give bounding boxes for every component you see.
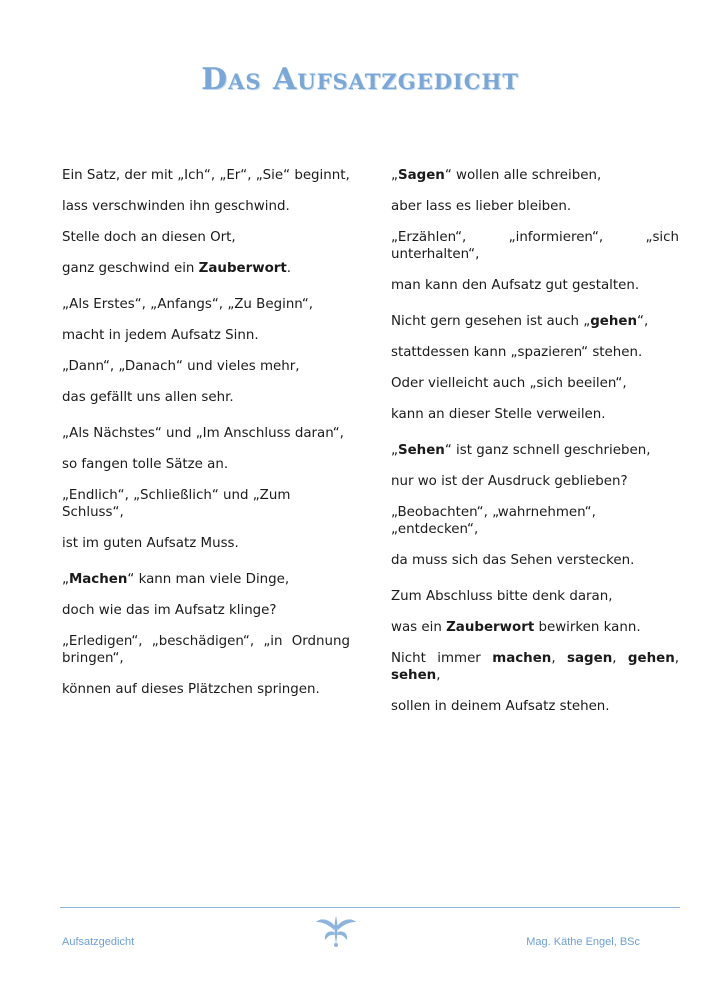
left-column bbox=[62, 167, 350, 712]
poem-line: Oder vielleicht auch „sich beeilen“, bbox=[391, 376, 627, 391]
poem-line: können auf dieses Plätzchen springen. bbox=[62, 682, 320, 697]
poem-line: Nicht gern gesehen ist auch „gehen“, bbox=[391, 314, 649, 329]
poem-line: „Machen“ kann man viele Dinge, bbox=[62, 572, 290, 587]
poem-line: aber lass es lieber bleiben. bbox=[391, 199, 572, 214]
poem-line: sollen in deinem Aufsatz stehen. bbox=[391, 699, 610, 714]
keyword-bold: sehen bbox=[391, 668, 437, 683]
right-column bbox=[391, 167, 679, 729]
poem-line: „Erledigen“, „beschädigen“, „in Ordnung bringen“, bbox=[62, 634, 350, 666]
page-title: Das Aufsatzgedicht bbox=[201, 62, 519, 97]
poem-stanza bbox=[391, 588, 679, 715]
keyword-bold: Zauberwort bbox=[198, 261, 287, 276]
poem-line: „Als Erstes“, „Anfangs“, „Zu Beginn“, bbox=[62, 297, 314, 312]
poem-line: „Erzählen“, „informieren“, „sich unterhalten“, bbox=[391, 230, 679, 262]
footer-divider bbox=[60, 907, 680, 908]
poem-line: „Dann“, „Danach“ und vieles mehr, bbox=[62, 359, 300, 374]
keyword-bold: machen bbox=[492, 651, 552, 666]
poem-line: da muss sich das Sehen verstecken. bbox=[391, 553, 635, 568]
keyword-bold: gehen bbox=[590, 314, 638, 329]
poem-line: doch wie das im Aufsatz klinge? bbox=[62, 603, 277, 618]
poem-line: so fangen tolle Sätze an. bbox=[62, 457, 229, 472]
poem-line: „Endlich“, „Schließlich“ und „Zum Schluss“, bbox=[62, 488, 291, 520]
poem-line: Nicht immer machen, sagen, gehen, sehen, bbox=[391, 651, 680, 683]
footer-document-title: Aufsatzgedicht bbox=[62, 936, 135, 948]
poem-line: stattdessen kann „spazieren“ stehen. bbox=[391, 345, 643, 360]
poem-line: ist im guten Aufsatz Muss. bbox=[62, 536, 239, 551]
poem-stanza bbox=[62, 167, 350, 277]
poem-line: „Beobachten“, „wahrnehmen“, „entdecken“, bbox=[391, 505, 596, 537]
keyword-bold: Zauberwort bbox=[446, 620, 535, 635]
poem-line: kann an dieser Stelle verweilen. bbox=[391, 407, 606, 422]
poem-stanza bbox=[391, 442, 679, 569]
poem-stanza bbox=[391, 313, 679, 423]
poem-line: „Sehen“ ist ganz schnell geschrieben, bbox=[391, 443, 651, 458]
keyword-bold: Sehen bbox=[397, 443, 445, 458]
poem-line: macht in jedem Aufsatz Sinn. bbox=[62, 328, 259, 343]
fleur-ornament-icon bbox=[312, 912, 360, 948]
poem-line: Stelle doch an diesen Ort, bbox=[62, 230, 236, 245]
keyword-bold: sagen bbox=[567, 651, 613, 666]
poem-stanza bbox=[62, 571, 350, 698]
keyword-bold: gehen bbox=[627, 651, 675, 666]
poem-line: was ein Zauberwort bewirken kann. bbox=[391, 620, 641, 635]
footer-author: Mag. Käthe Engel, BSc bbox=[526, 936, 640, 948]
poem-stanza bbox=[62, 425, 350, 552]
poem-line: das gefällt uns allen sehr. bbox=[62, 390, 234, 405]
poem-line: „Als Nächstes“ und „Im Anschluss daran“, bbox=[62, 426, 344, 441]
keyword-bold: Machen bbox=[68, 572, 128, 587]
keyword-bold: Sagen bbox=[397, 168, 445, 183]
poem-line: ganz geschwind ein Zauberwort. bbox=[62, 261, 292, 276]
poem-line: lass verschwinden ihn geschwind. bbox=[62, 199, 290, 214]
poem-stanza bbox=[391, 167, 679, 294]
poem-line: Ein Satz, der mit „Ich“, „Er“, „Sie“ beginnt, bbox=[62, 168, 350, 183]
poem-line: „Sagen“ wollen alle schreiben, bbox=[391, 168, 602, 183]
poem-line: Zum Abschluss bitte denk daran, bbox=[391, 589, 613, 604]
poem-line: nur wo ist der Ausdruck geblieben? bbox=[391, 474, 628, 489]
poem-line: man kann den Aufsatz gut gestalten. bbox=[391, 278, 640, 293]
poem-stanza bbox=[62, 296, 350, 406]
